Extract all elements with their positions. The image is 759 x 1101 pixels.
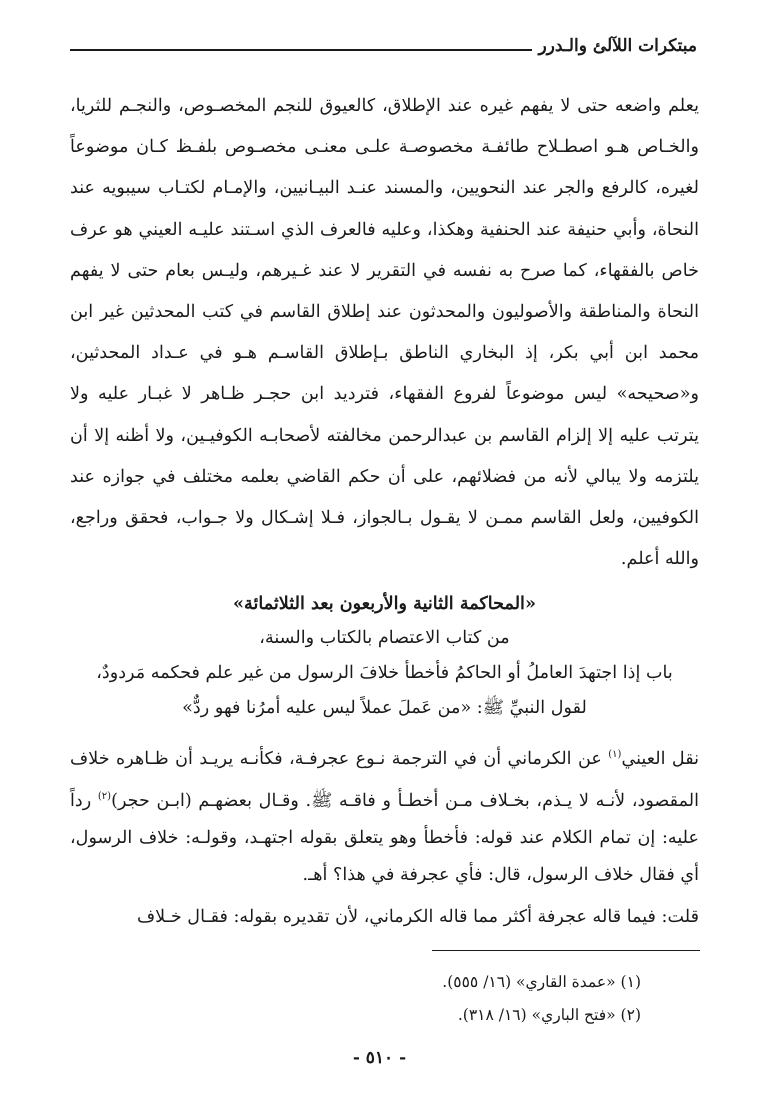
section-heading: «المحاكمة الثانية والأربعون بعد الثلاثمائة» bbox=[233, 593, 536, 615]
footnote-ref-2: (٢) bbox=[97, 791, 112, 803]
paragraph-2-part-1: نقل العيني bbox=[621, 749, 699, 770]
footnote-2: (٢) «فتح الباري» (١٦/ ٣١٨). bbox=[457, 1006, 641, 1024]
paragraph-2-part-2: عن الكرماني أن في الترجمة نـوع عجرفـة، فكأنـه يريـد أن ظـاهره خلاف المقصود، لأنـه لا يـذم، بخـلاف مـن أخطـأ و فاقـه ﷺ. وقـال بعضهـم (ابـن حجر) bbox=[70, 749, 699, 812]
section-subheading: من كتاب الاعتصام بالكتاب والسنة، bbox=[259, 628, 510, 649]
main-text bbox=[70, 86, 699, 936]
paragraph-2-part-3: رداً عليه: إن تمام الكلام عند قوله: فأخطأ وهو يتعلق بقوله اجتهـد، وقولـه: خلاف الرسول، أي فقال خلاف الرسول، قال: فأي عجرفة في هذا؟ أهـ. bbox=[70, 791, 699, 886]
footnotes bbox=[442, 966, 641, 1032]
running-header-title: مبتكرات اللآلئ والـدرر bbox=[538, 36, 697, 56]
running-header bbox=[70, 34, 697, 56]
footnote-1: (١) «عمدة القاري» (١٦/ ٥٥٥). bbox=[442, 973, 641, 991]
bab-title-line-1: باب إذا اجتهدَ العاملُ أو الحاكمُ فأخطأ خلافَ الرسول من غير علم فحكمه مَردودٌ، bbox=[96, 663, 673, 684]
paragraph-2 bbox=[70, 736, 699, 894]
footnote-separator bbox=[432, 950, 700, 951]
paragraph-1: يعلم واضعه حتى لا يفهم غيره عند الإطلاق، كالعيوق للنجم المخصـوص، والنجـم للثريا، والخـاص هـو اصطـلاح طائفـة مخصوصـة علـى معنـى مخصـوص بلفـظ كـان موضوعاً لغيره، كالرفع والجر عند النحويين، والمسند عنـد البيـانيين، والإمـام لكتـاب سيبويه عند النحاة، وأبي حنيفة عند الحنفية وهكذا، وعليه فالعرف الذي اسـتند عليـه العيني هو عرف خاص بالفقهاء، كما صرح به نفسه في التقرير لا عند غـيرهم، وليـس بعام حتى لا يفهم النحاة والمناطقة والأصوليون والمحدثون عند إطلاق القاسم في كتب المحدثين غير ابن محمد ابن أبي بكر، إذ البخاري الناطق بـإطلاق القاسـم هـو في عـداد المحدثين، و«صحيحه» ليس موضوعاً لفروع الفقهاء، فترديد ابن حجـر ظـاهر لا غبـار عليه ولا يترتب عليه إلا إلزام القاسم بن عبدالرحمن مخالفته لأصحابـه الكوفيـين، ولا أظنه إلا أن يلتزمه ولا يبالي لأنه من فضلائهم، على أن حكم القاضي بعلمه مختلف في جوازه عند الكوفيين، ولعل القاسم ممـن لا يقـول بـالجواز، فـلا إشـكال ولا جـواب، فحقق وراجع، والله أعلم. bbox=[70, 96, 699, 570]
header-rule bbox=[70, 49, 532, 51]
bab-title-line-2: لقول النبيِّ ﷺ: «من عَملَ عملاً ليس عليه أمرُنا فهو ردٌّ» bbox=[182, 698, 587, 719]
paragraph-3: قلت: فيما قاله عجرفة أكثر مما قاله الكرماني، لأن تقديره بقوله: فقـال خـلاف bbox=[136, 907, 699, 928]
page-number: - ٥١٠ - bbox=[352, 1048, 407, 1068]
footnote-ref-1: (١) bbox=[608, 749, 622, 761]
